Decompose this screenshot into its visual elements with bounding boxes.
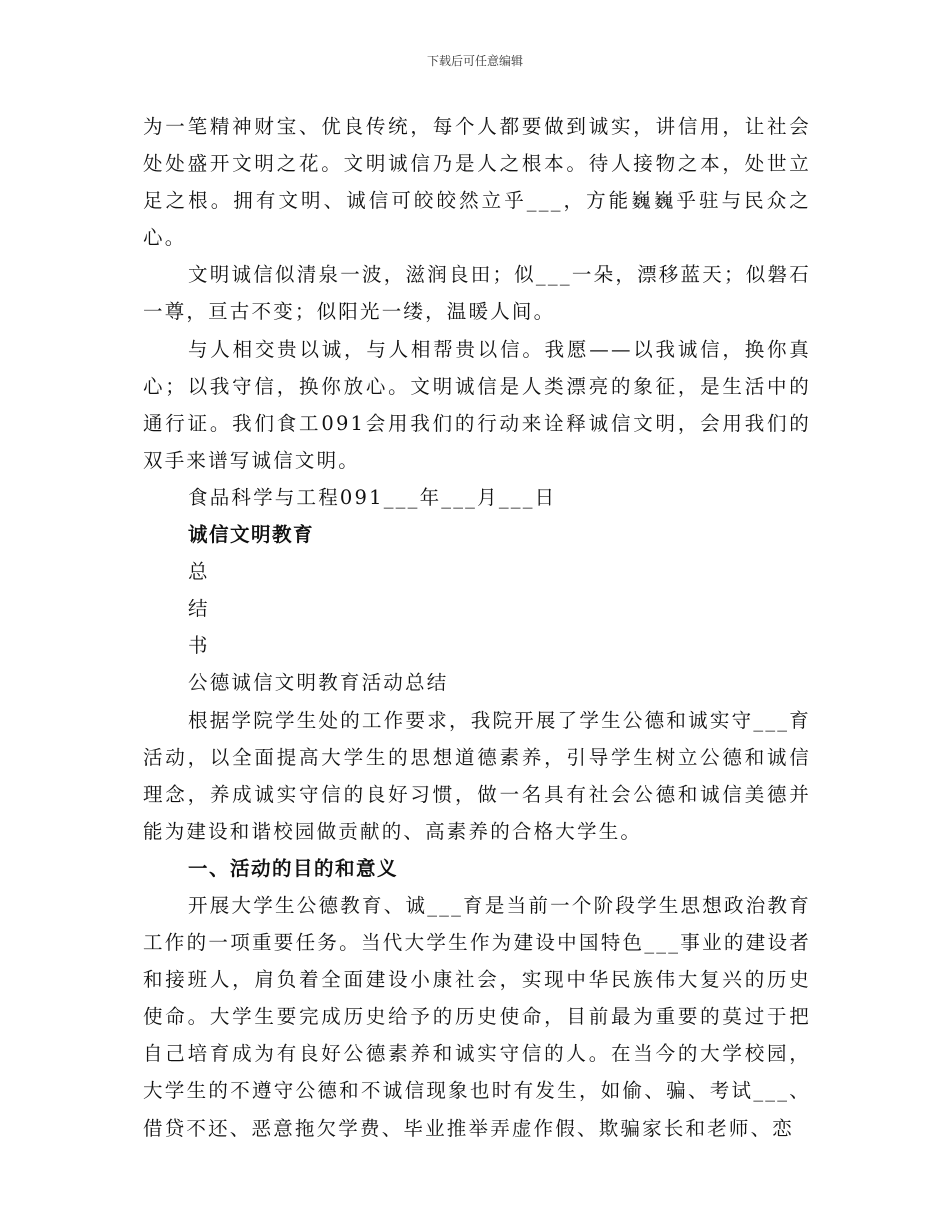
paragraph-1: 为一笔精神财宝、优良传统，每个人都要做到诚实，讲信用，让社会处处盛开文明之花。文明诚信乃是人之根本。待人接物之本，处世立足之根。拥有文明、诚信可皎皎然立乎___，方能巍巍乎驻与民众之心。	[143, 115, 811, 250]
document-subtitle: 公德诚信文明教育活动总结	[188, 671, 449, 695]
page-header: 下载后可任意编辑	[426, 54, 523, 68]
document-body	[143, 108, 811, 1147]
title-char-2: 结	[188, 597, 210, 621]
paragraph-5: 开展大学生公德教育、诚___育是当前一个阶段学生思想政治教育工作的一项重要任务。当代大学生作为建设中国特色___事业的建设者和接班人，肩负着全面建设小康社会，实现中华民族伟大复兴的历史使命。大学生要完成历史给予的历史使命，目前最为重要的莫过于把自己培育成为有良好公德素养和诚实守信的人。在当今的大学校园，大学生的不遵守公德和不诚信现象也时有发生，如偷、骗、考试___、借贷不还、恶意拖欠学费、毕业推举弄虚作假、欺骗家长和老师、恋	[143, 893, 811, 1140]
title-char-1: 总	[188, 560, 210, 584]
section-title: 诚信文明教育	[188, 523, 315, 547]
paragraph-3: 与人相交贵以诚，与人相帮贵以信。我愿——以我诚信，换你真心；以我守信，换你放心。文明诚信是人类漂亮的象征，是生活中的通行证。我们食工091会用我们的行动来诠释诚信文明，会用我们的双手来谱写诚信文明。	[143, 337, 811, 472]
paragraph-2: 文明诚信似清泉一波，滋润良田；似___一朵，漂移蓝天；似磐石一尊，亘古不变；似阳光一缕，温暖人间。	[143, 263, 811, 324]
signature-line: 食品科学与工程091___年___月___日	[188, 485, 557, 509]
title-char-3: 书	[188, 634, 210, 658]
paragraph-4: 根据学院学生处的工作要求，我院开展了学生公德和诚实守___育活动，以全面提高大学生的思想道德素养，引导学生树立公德和诚信理念，养成诚实守信的良好习惯，做一名具有社会公德和诚信美德并能为建设和谐校园做贡献的、高素养的合格大学生。	[143, 708, 811, 843]
section-heading-1: 一、活动的目的和意义	[188, 856, 399, 880]
